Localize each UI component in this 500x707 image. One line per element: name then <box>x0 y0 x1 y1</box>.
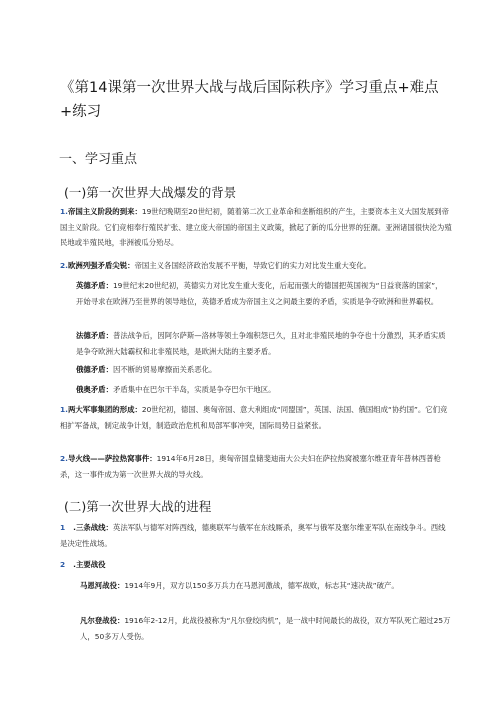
item-heading: 俄奥矛盾： <box>76 385 113 394</box>
paragraph-russia-germany <box>76 362 448 378</box>
item-body: 1914年6月28日，奥匈帝国皇储斐迪南大公夫妇在萨拉热窝被塞尔维亚青年普林西普枪杀，这一事件成为第一次世界大战的导火线。 <box>60 454 441 479</box>
subsection-heading-background: (一)第一次世界大战爆发的背景 <box>64 185 237 200</box>
item-heading: .三条战线： <box>73 523 113 532</box>
item-heading: 俄德矛盾： <box>76 365 113 374</box>
item-body: 矛盾集中在巴尔干半岛，实质是争夺巴尔干地区。 <box>112 385 276 394</box>
paragraph-france-germany <box>76 328 448 359</box>
item-body: 19世纪晚期至20世纪初，随着第二次工业革命和垄断组织的产生，主要资本主义大国发展到帝国主义阶段。它们竞相奉行殖民扩张、建立庞大帝国的帝国主义政策，掀起了新的瓜分世界的狂潮。亚洲诸国很快沦为殖民地或半殖民地，非洲被瓜分殆尽。 <box>60 207 452 247</box>
item-body: 普法战争后，因阿尔萨斯—洛林等领土争端积怨已久，且对北非殖民地的争夺也十分激烈，其矛盾实质是争夺欧洲大陆霸权和北非殖民地，是欧洲大陆的主要矛盾。 <box>76 331 446 356</box>
item-number: 1 <box>60 523 66 532</box>
paragraph-military-blocs <box>60 402 452 433</box>
item-body: 英法军队与德军对阵西线，德奥联军与俄军在东线厮杀，奥军与俄军及塞尔维亚军队在南线争斗。西线是决定性战场。 <box>60 523 446 548</box>
item-heading: 凡尔登战役： <box>80 616 125 625</box>
paragraph-sarajevo <box>60 451 452 482</box>
paragraph-russia-austria <box>76 382 448 398</box>
item-body: 19世纪末20世纪初，英德实力对比发生重大变化，后起而强大的德国把英国视为“日益衰落的国家”，开始寻求在欧洲乃至世界的领导地位，英德矛盾成为帝国主义之间最主要的矛盾，实质是争夺欧洲和世界霸权。 <box>76 281 443 306</box>
paragraph-three-fronts <box>60 520 452 551</box>
paragraph-major-battles <box>60 557 452 573</box>
item-number: 2. <box>60 261 68 270</box>
paragraph-uk-germany <box>76 278 448 309</box>
subsection-heading-process: (二)第一次世界大战的进程 <box>64 499 212 514</box>
item-heading: 法德矛盾： <box>76 331 113 340</box>
item-heading: 导火线——萨拉热窝事件： <box>67 454 157 463</box>
paragraph-verdun <box>80 613 452 644</box>
item-heading: 欧洲列强矛盾尖锐： <box>67 261 135 270</box>
item-body: 因不断的贸易摩擦而关系恶化。 <box>112 365 217 374</box>
item-number: 2. <box>60 454 68 463</box>
paragraph-imperialism <box>60 204 452 251</box>
document-title: 《第14课第一次世界大战与战后国际秩序》学习重点+难点+练习 <box>60 80 439 120</box>
section-heading: 一、学习重点 <box>59 152 138 167</box>
item-number: 2 <box>60 560 66 569</box>
item-heading: 两大军事集团的形成： <box>67 405 142 414</box>
item-number: 1. <box>60 207 68 216</box>
item-heading: 英德矛盾： <box>76 281 113 290</box>
paragraph-conflicts <box>60 258 452 274</box>
item-heading: .主要战役 <box>73 560 106 569</box>
item-body: 1916年2-12月，此战役被称为“凡尔登绞肉机”，是一战中时间最长的战役，双方军队死亡超过25万人，50多万人受伤。 <box>80 616 451 641</box>
paragraph-marne <box>80 578 452 594</box>
item-body: 20世纪初，德国、奥匈帝国、意大利组成“同盟国”，英国、法国、俄国组成“协约国”。它们竞相扩军备战，制定战争计划，制造政治危机和局部军事冲突，国际局势日益紧张。 <box>60 405 448 430</box>
item-body: 帝国主义各国经济政治发展不平衡，导致它们的实力对比发生重大变化。 <box>134 261 371 270</box>
item-heading: 帝国主义阶段的到来： <box>67 207 142 216</box>
item-heading: 马恩河战役： <box>80 581 125 590</box>
item-number: 1. <box>60 405 68 414</box>
item-body: 1914年9月，双方以150多万兵力在马恩河激战，德军战败，标志其“速决战”破产。 <box>124 581 399 590</box>
